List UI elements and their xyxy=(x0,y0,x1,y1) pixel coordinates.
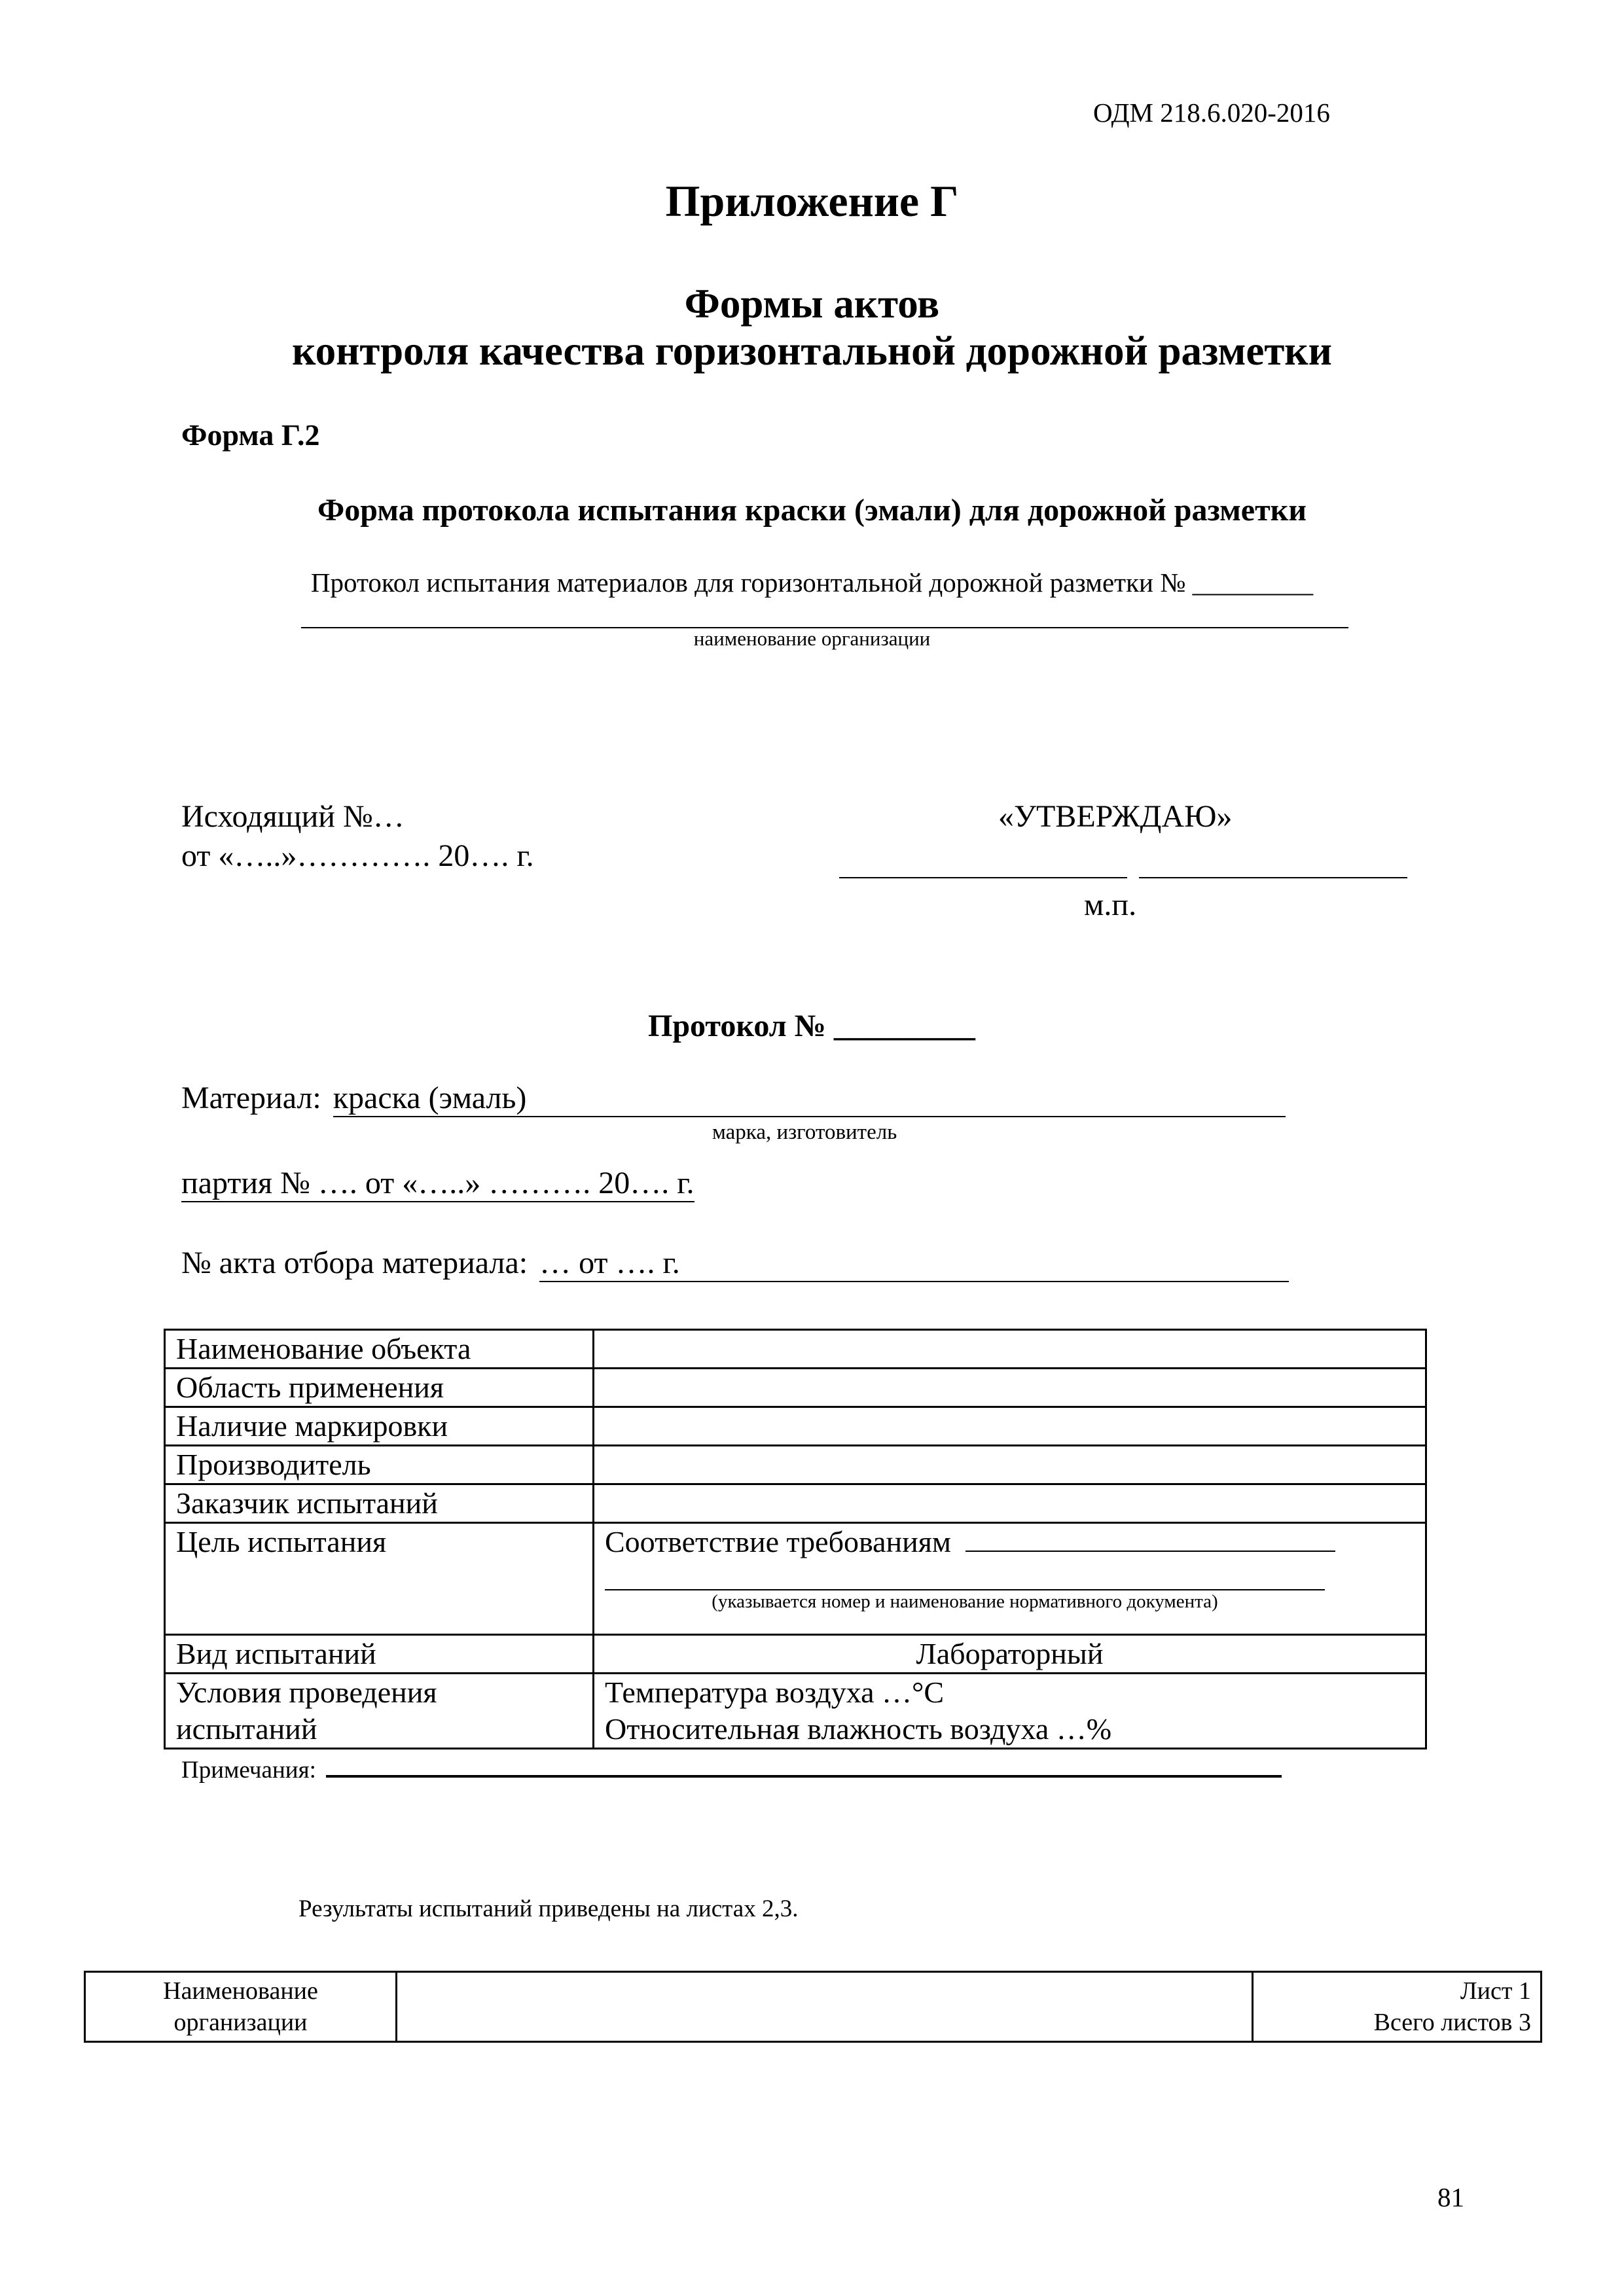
material-line xyxy=(181,1080,1286,1117)
type-label: Вид испытаний xyxy=(165,1635,594,1674)
table-row xyxy=(165,1330,1426,1369)
table-row xyxy=(165,1407,1426,1446)
footer-sheet-info xyxy=(1253,1972,1542,2042)
name-line xyxy=(1139,877,1407,878)
batch-value: партия № …. от «…..» ………. 20…. г. xyxy=(181,1165,695,1202)
notes-line xyxy=(181,1753,1282,1784)
appendix-subtitle-1: Формы актов xyxy=(684,281,940,327)
row-label: Заказчик испытаний xyxy=(165,1484,594,1523)
page-number: 81 xyxy=(1437,2182,1464,2212)
row-value xyxy=(594,1369,1426,1407)
organization-caption: наименование организации xyxy=(693,627,931,650)
table-row xyxy=(165,1369,1426,1407)
goal-caption: (указывается номер и наименование нормативного документа) xyxy=(712,1591,1218,1612)
row-label: Область применения xyxy=(165,1369,594,1407)
notes-field xyxy=(326,1753,1282,1778)
protocol-line: Протокол испытания материалов для горизонтальной дорожной разметки № _________ xyxy=(310,567,1314,598)
material-field xyxy=(333,1080,1286,1117)
appendix-subtitle-2: контроля качества горизонтальной дорожной разметки xyxy=(292,328,1332,374)
material-value: краска (эмаль) xyxy=(333,1081,527,1115)
row-value xyxy=(594,1330,1426,1369)
footer-organization xyxy=(85,1972,397,2042)
conditions-temperature: Температура воздуха …°С xyxy=(605,1676,945,1709)
stamp-label: м.п. xyxy=(1084,888,1137,922)
form-number: Форма Г.2 xyxy=(181,418,320,452)
protocol-number-blank: _________ xyxy=(833,1009,975,1043)
footer-org-line-1: Наименование xyxy=(163,1977,318,2005)
document-code: ОДМ 218.6.020-2016 xyxy=(1093,98,1330,128)
goal-blank-line xyxy=(965,1524,1335,1552)
material-caption: марка, изготовитель xyxy=(712,1121,897,1144)
sampling-act-label: № акта отбора материала: xyxy=(181,1246,528,1280)
protocol-heading xyxy=(648,1008,975,1044)
goal-label: Цель испытания xyxy=(165,1523,594,1635)
conditions-humidity: Относительная влажность воздуха …% xyxy=(605,1712,1112,1746)
row-label: Наличие маркировки xyxy=(165,1407,594,1446)
footer-total-sheets: Всего листов 3 xyxy=(1373,2009,1531,2036)
outgoing-number: Исходящий №… xyxy=(181,799,405,834)
conditions-label-1: Условия проведения xyxy=(176,1676,437,1709)
row-label: Производитель xyxy=(165,1446,594,1484)
form-title: Форма протокола испытания краски (эмали) для дорожной разметки xyxy=(317,493,1307,528)
row-label: Наименование объекта xyxy=(165,1330,594,1369)
footer-blank xyxy=(397,1972,1253,2042)
sampling-act-value: … от …. г. xyxy=(539,1246,680,1280)
protocol-label: Протокол № xyxy=(648,1009,826,1043)
notes-label: Примечания: xyxy=(181,1757,316,1784)
goal-cell xyxy=(594,1523,1426,1635)
signature-line xyxy=(839,877,1127,878)
outgoing-date: от «…..»…………. 20…. г. xyxy=(181,838,534,873)
row-value xyxy=(594,1407,1426,1446)
conditions-value-cell xyxy=(594,1674,1426,1749)
footer-row xyxy=(85,1972,1542,2042)
results-text: Результаты испытаний приведены на листах 2,3. xyxy=(298,1895,799,1922)
goal-second-line xyxy=(605,1560,1325,1590)
batch-line xyxy=(181,1165,695,1202)
conditions-label-cell xyxy=(165,1674,594,1749)
row-value xyxy=(594,1484,1426,1523)
approve-label: «УТВЕРЖДАЮ» xyxy=(998,799,1233,834)
row-value xyxy=(594,1446,1426,1484)
footer-table xyxy=(84,1971,1542,2043)
table-row xyxy=(165,1484,1426,1523)
parameters-table xyxy=(164,1329,1427,1749)
goal-value: Соответствие требованиям xyxy=(605,1525,951,1558)
table-row-type xyxy=(165,1635,1426,1674)
table-row-goal xyxy=(165,1523,1426,1635)
footer-org-line-2: организации xyxy=(173,2009,308,2036)
table-row xyxy=(165,1446,1426,1484)
appendix-title: Приложение Г xyxy=(665,176,959,226)
sampling-act-field xyxy=(539,1245,1289,1282)
footer-sheet: Лист 1 xyxy=(1460,1977,1531,2005)
material-label: Материал: xyxy=(181,1081,321,1115)
type-value: Лабораторный xyxy=(594,1635,1426,1674)
table-row-conditions xyxy=(165,1674,1426,1749)
sampling-act-line xyxy=(181,1245,1289,1282)
conditions-label-2: испытаний xyxy=(176,1712,317,1746)
